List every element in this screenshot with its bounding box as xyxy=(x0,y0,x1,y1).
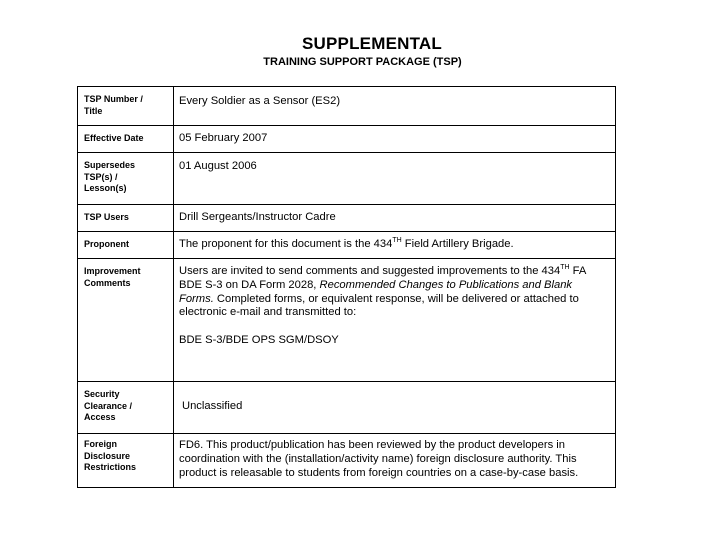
table-row-supersedes xyxy=(78,153,615,205)
table-row-effective-date xyxy=(78,126,615,153)
row-label: Improvement Comments xyxy=(78,259,174,381)
row-label: Proponent xyxy=(78,232,174,258)
ordinal-suffix: TH xyxy=(392,237,402,244)
row-value: Unclassified xyxy=(182,400,243,412)
document-title: SUPPLEMENTAL xyxy=(302,34,442,53)
row-label: Supersedes TSP(s) / Lesson(s) xyxy=(78,153,174,204)
table-row-foreign-disclosure xyxy=(78,434,615,488)
row-label: TSP Users xyxy=(78,205,174,231)
row-label: Foreign Disclosure Restrictions xyxy=(78,434,174,487)
row-value: Drill Sergeants/Instructor Cadre xyxy=(179,211,336,223)
proponent-text: The proponent for this document is the 434 xyxy=(179,238,393,250)
mailing-address: BDE S-3/BDE OPS SGM/DSOY xyxy=(179,334,339,347)
row-label: Effective Date xyxy=(78,126,174,152)
row-value: 01 August 2006 xyxy=(179,160,257,172)
proponent-text-end: Field Artillery Brigade. xyxy=(401,238,514,250)
row-value: 05 February 2007 xyxy=(179,132,268,144)
row-label: Security Clearance / Access xyxy=(78,382,174,433)
comments-text-mid: FA BDE S-3 on DA Form 2028, xyxy=(179,265,586,291)
comments-text: Users are invited to send comments and suggested improvements to the 434 xyxy=(179,265,561,277)
table-row-tsp-number xyxy=(78,87,615,126)
form-title: Recommended Changes to Publications and Blank Forms. xyxy=(179,278,573,305)
tsp-info-table xyxy=(77,86,616,488)
row-label: TSP Number / Title xyxy=(78,87,174,125)
row-value xyxy=(174,259,615,381)
document-subtitle: TRAINING SUPPORT PACKAGE (TSP) xyxy=(263,56,462,68)
row-value: Every Soldier as a Sensor (ES2) xyxy=(179,95,341,107)
table-row-improvement-comments xyxy=(78,259,615,382)
table-row-security-clearance xyxy=(78,382,615,434)
row-value: FD6. This product/publication has been reviewed by the product developers in coordination with the (installation/activity name) foreign disclosure authority. This product is releasable to students from foreign countries on a case-by-case basis. xyxy=(179,439,579,479)
row-value xyxy=(174,232,615,258)
comments-text-end: Completed forms, or equivalent response, will be delivered or attached to electronic e-mail and transmitted to: xyxy=(179,292,579,319)
table-row-proponent xyxy=(78,232,615,259)
ordinal-suffix: TH xyxy=(560,264,570,271)
table-row-tsp-users xyxy=(78,205,615,232)
